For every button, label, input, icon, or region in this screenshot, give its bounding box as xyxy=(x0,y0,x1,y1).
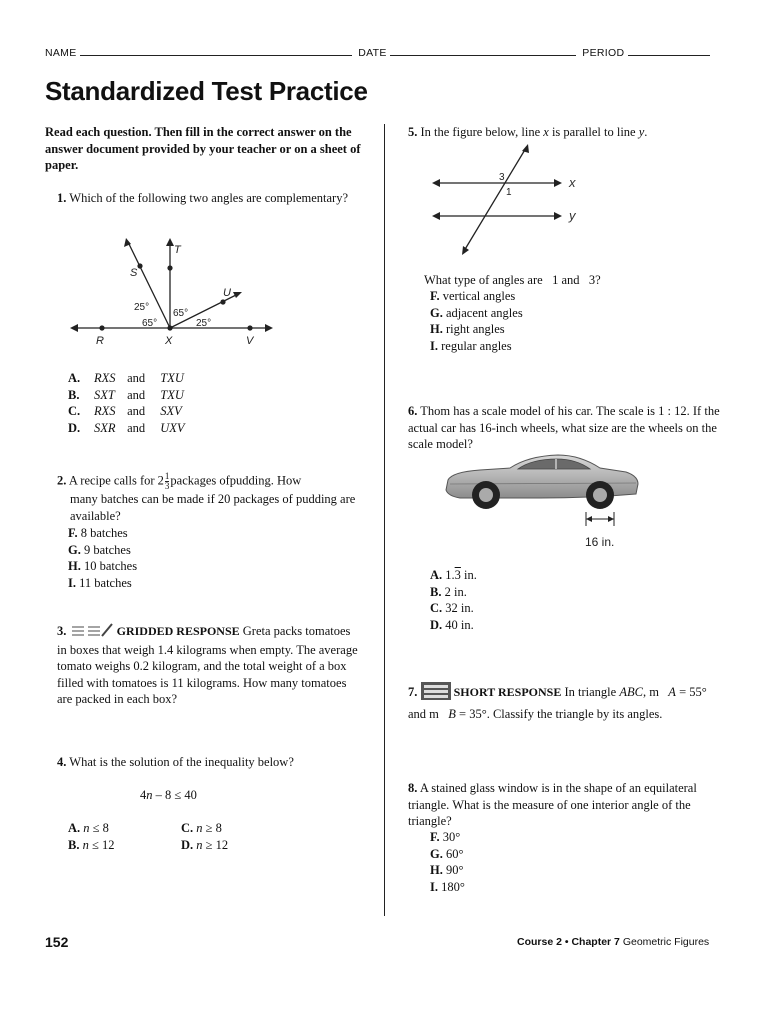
line-x-label: x xyxy=(569,175,576,190)
think-solve-explain-icon xyxy=(421,681,451,706)
inequality: 4n – 8 ≤ 40 xyxy=(140,788,197,802)
student-info-header xyxy=(45,46,725,59)
option-c[interactable]: C. RXS and SXV xyxy=(68,404,182,418)
option-b[interactable]: B. SXT and TXU xyxy=(68,387,184,402)
option-d[interactable]: D. n ≥ 12 xyxy=(181,837,229,852)
q2-options xyxy=(68,525,137,591)
q8-options xyxy=(430,829,465,895)
parallel-lines-figure xyxy=(430,144,590,256)
page-title: Standardized Test Practice xyxy=(45,76,368,106)
page-number: 152 xyxy=(45,934,69,950)
label-V: V xyxy=(246,335,254,347)
option-h[interactable]: H. right angles xyxy=(430,322,505,336)
option-b[interactable]: B. n ≤ 12 xyxy=(68,837,115,852)
option-i[interactable]: I. regular angles xyxy=(430,338,512,353)
question-text-c: many batches can be made if 20 packages of pudding are available? xyxy=(70,492,356,523)
instructions: Read each question. Then fill in the correct answer on the answer document provided by your teacher or on a sheet of paper. xyxy=(45,125,361,172)
question-number: 1. xyxy=(57,191,67,205)
question-number: 4. xyxy=(57,755,67,769)
option-h[interactable]: H. 90° xyxy=(430,863,464,877)
course-footer: Course 2 • Chapter 7 Geometric Figures xyxy=(517,936,710,948)
line-y-label: y xyxy=(569,208,576,223)
fraction: $\frac{1}{3}$ xyxy=(164,471,170,491)
short-response-label: SHORT RESPONSE xyxy=(453,685,562,700)
question-8 xyxy=(408,780,708,830)
period-label: PERIOD xyxy=(582,47,625,59)
option-c[interactable]: C. 32 in. xyxy=(430,601,474,615)
option-g[interactable]: G. adjacent angles xyxy=(430,305,523,320)
question-number: 7. xyxy=(408,685,418,700)
option-i[interactable]: I. 180° xyxy=(430,879,465,894)
question-1 xyxy=(57,190,357,207)
option-a[interactable]: A. RXS and TXU xyxy=(68,371,184,385)
q5-options xyxy=(430,288,523,354)
angle-label-65a: 65° xyxy=(173,308,189,319)
gridded-response-label: GRIDDED RESPONSE xyxy=(116,624,240,639)
angle-label-25b: 25° xyxy=(196,318,212,329)
q6-options xyxy=(430,567,477,633)
period-blank[interactable] xyxy=(628,46,710,56)
question-2 xyxy=(57,472,357,524)
angle-label-65b: 65° xyxy=(142,318,158,329)
option-d[interactable]: D. 40 in. xyxy=(430,617,474,632)
option-a[interactable]: A. 1.3 in. xyxy=(430,568,477,582)
question-text-b: packages ofpudding. How xyxy=(170,473,302,488)
option-g[interactable]: G. 9 batches xyxy=(68,542,131,557)
option-g[interactable]: G. 60° xyxy=(430,846,464,861)
question-6 xyxy=(408,403,726,453)
option-a[interactable]: A. n ≤ 8 xyxy=(68,821,109,835)
q1-options xyxy=(68,370,185,436)
question-text: Thom has a scale model of his car. The scale is 1 : 12. If the actual car has 16-inch wheels, what size are the wheels on the scale model? xyxy=(408,404,720,451)
question-number: 8. xyxy=(408,781,418,795)
label-U: U xyxy=(223,287,231,299)
question-number: 3. xyxy=(57,624,67,639)
column-divider xyxy=(384,124,385,916)
option-c[interactable]: C. n ≥ 8 xyxy=(181,821,222,835)
date-label: DATE xyxy=(358,47,387,59)
question-text: Which of the following two angles are complementary? xyxy=(69,191,349,205)
question-number: 2. xyxy=(57,473,67,488)
question-text-a: A recipe calls for 2 xyxy=(68,473,164,488)
label-T: T xyxy=(174,244,181,256)
label-X: X xyxy=(165,335,173,347)
name-label: NAME xyxy=(45,47,77,59)
option-f[interactable]: F. vertical angles xyxy=(430,289,516,303)
angle-label-25a: 25° xyxy=(134,302,150,313)
q5-prompt: What type of angles are 1 and 3? xyxy=(424,273,601,287)
option-h[interactable]: H. 10 batches xyxy=(68,559,138,573)
name-blank[interactable] xyxy=(80,46,352,56)
question-text: What is the solution of the inequality below? xyxy=(69,755,294,769)
option-f[interactable]: F. 30° xyxy=(430,830,461,844)
question-number: 5. xyxy=(408,125,418,139)
date-blank[interactable] xyxy=(390,46,576,56)
q4-options-right xyxy=(181,820,228,853)
question-3 xyxy=(57,623,362,708)
option-d[interactable]: D. SXR and UXV xyxy=(68,420,185,435)
question-4 xyxy=(57,754,357,771)
label-R: R xyxy=(96,335,104,347)
angles-figure xyxy=(70,238,280,350)
question-text: A stained glass window is in the shape of an equilateral triangle. What is the measure of one interior angle of the triangle? xyxy=(408,781,697,828)
angle-1-label: 1 xyxy=(506,187,512,198)
q4-options-left xyxy=(68,820,114,853)
option-b[interactable]: B. 2 in. xyxy=(430,584,467,599)
wheel-size-label: 16 in. xyxy=(585,535,615,549)
option-i[interactable]: I. 11 batches xyxy=(68,575,132,590)
question-7: 7. SHORT RESPONSE In triangle ABC, m A = 55° and m B = 35°. Classify the triangle by its angles. xyxy=(408,681,726,722)
label-S: S xyxy=(130,267,138,279)
question-number: 6. xyxy=(408,404,418,418)
option-f[interactable]: F. 8 batches xyxy=(68,526,128,540)
angle-3-label: 3 xyxy=(499,172,505,183)
car-figure xyxy=(440,450,645,552)
question-5: 5. In the figure below, line x is parallel to line y. xyxy=(408,125,648,139)
gridded-response-icon xyxy=(70,623,114,642)
question-text: Greta packs tomatoes in boxes that weigh 1.4 kilograms when empty. The average tomato weighs 0.2 kilogram, and the total weight of a box filled with tomatoes is 11 kilograms. How many tomatoes are packed in each box? xyxy=(57,624,358,706)
